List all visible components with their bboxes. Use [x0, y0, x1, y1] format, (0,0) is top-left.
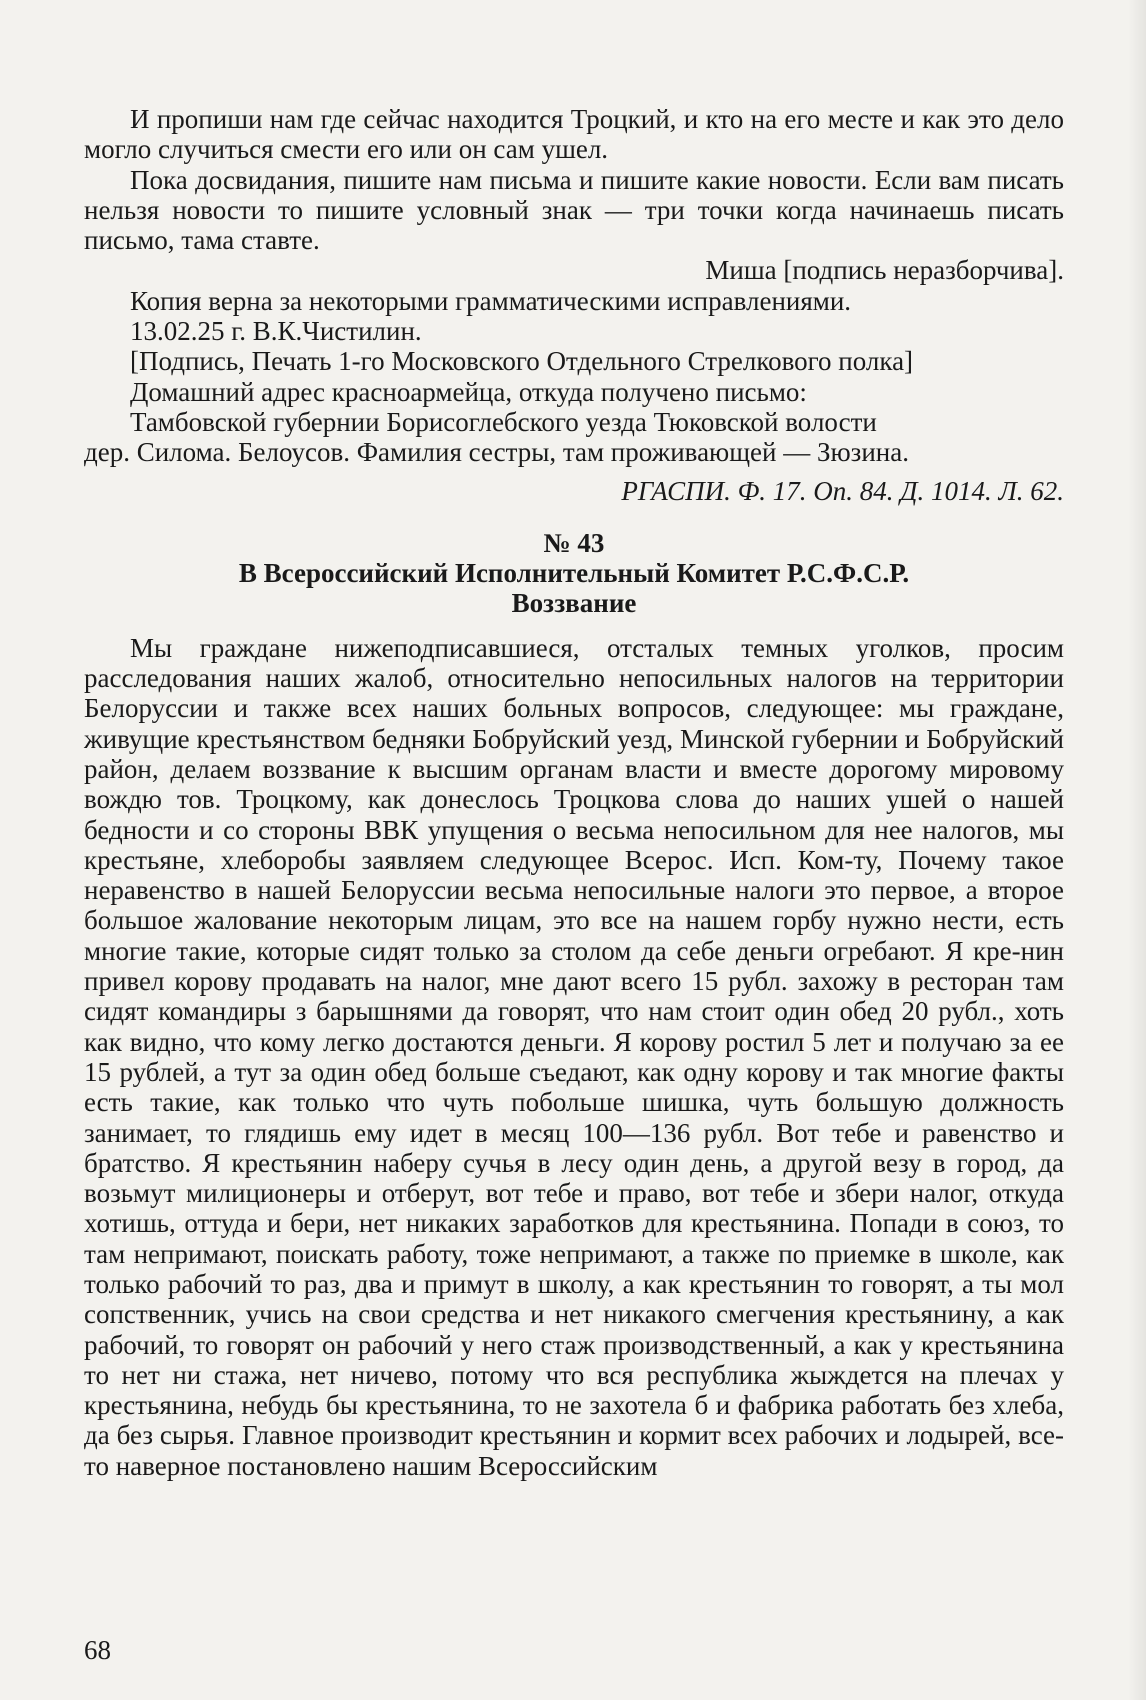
document-body: Мы граждане нижеподписавшиеся, отсталых темных уголков, просим расследования наших жалоб, относительно непосильных налогов на территории Белоруссии и также всех наших больных вопросов, следующее: мы граждане, живущие крестьянством бедняки Бобруйский уезд, Минской губернии и Бобруйский район, делаем воззвание к высшим органам власти и вместе дорогому мировому вождю тов. Троцкому, как донеслось Троцкова слова до наших ушей о нашей бедности и со стороны ВВК упущения о весьма непосильном для нее налогов, мы крестьяне, хлеборобы заявляем следующее Всерос. Исп. Ком-ту, Почему такое неравенство в нашей Белоруссии весьма непосильные налоги это первое, а второе большое жалование некоторым лицам, это все на нашем горбу нужно нести, есть многие такие, которые сидят только за столом да себе деньги огребают. Я кре-нин привел корову продавать на налог, мне дают всего 15 рубл. захожу в ресторан там сидят командиры з барышнями да говорят, что нам стоит один обед 20 рубл., хоть как видно, что кому легко достаются деньги. Я корову ростил 5 лет и получаю за ее 15 рублей, а тут за один обед больше съедают, как одну корову и так многие факты есть такие, как только что чуть побольше шишка, чуть большую должность занимает, то глядишь ему идет в месяц 100—136 рубл. Вот тебе и равенство и братство. Я крестьянин наберу сучья в лесу один день, а другой везу в город, да возьмут милиционеры и отберут, вот тебе и право, вот тебе и збери налог, откуда хотишь, оттуда и бери, нет никаких заработков для крестьянина. Попади в союз, то там непримают, поискать работу, тоже непримают, а также по приемке в школе, как только рабочий то раз, два и примут в школу, а как крестьянин то говорят, а ты мол сопственник, учись на свои средства и нет никакого смегчения крестьянину, а как рабочий, то говорят он рабочий у него стаж производственный, а как у крестьянина то нет ни стажа, нет ничево, потому что вся республика жыждется на плечах у крестьянина, небудь бы крестьянина, то не захотела б и фабрика работать без хлеба, да без сырья. Главное производит крестьянин и кормит всех рабочих и лодырей, все-то наверное постановлено нашим Всероссийским	[84, 632, 1064, 1481]
letter-signature: Миша [подпись неразборчива].	[705, 255, 1064, 286]
address-line-2: дер. Силома. Белоусов. Фамилия сестры, там проживающей — Зюзина.	[84, 437, 909, 468]
archive-citation: РГАСПИ. Ф. 17. Оп. 84. Д. 1014. Л. 62.	[621, 475, 1064, 506]
page-text	[84, 104, 1064, 1481]
letter-paragraph-2: Пока досвидания, пишите нам письма и пишите какие новости. Если вам писать нельзя новости то пишите условный знак — три точки когда начинаешь писать письмо, тама ставте.	[84, 164, 1064, 256]
page-edge-shadow	[1128, 0, 1146, 1700]
address-intro: Домашний адрес красноармейца, откуда получено письмо:	[130, 376, 807, 407]
copy-certification: Копия верна за некоторыми грамматическими исправлениями.	[130, 285, 852, 316]
document-title: Воззвание	[511, 588, 637, 619]
letter-paragraph-1: И пропиши нам где сейчас находится Троцкий, и кто на его месте и как это дело могло случиться смести его или он сам ушел.	[84, 104, 1064, 165]
page-number: 68	[84, 1635, 111, 1665]
document-number: № 43	[543, 527, 605, 558]
document-addressee: В Всероссийский Исполнительный Комитет Р.С.Ф.С.Р.	[238, 558, 910, 589]
copy-date: 13.02.25 г. В.К.Чистилин.	[130, 316, 422, 347]
address-line-1: Тамбовской губернии Борисоглебского уезда Тюковской волости	[130, 406, 877, 437]
seal-note: [Подпись, Печать 1-го Московского Отдельного Стрелкового полка]	[130, 346, 914, 377]
